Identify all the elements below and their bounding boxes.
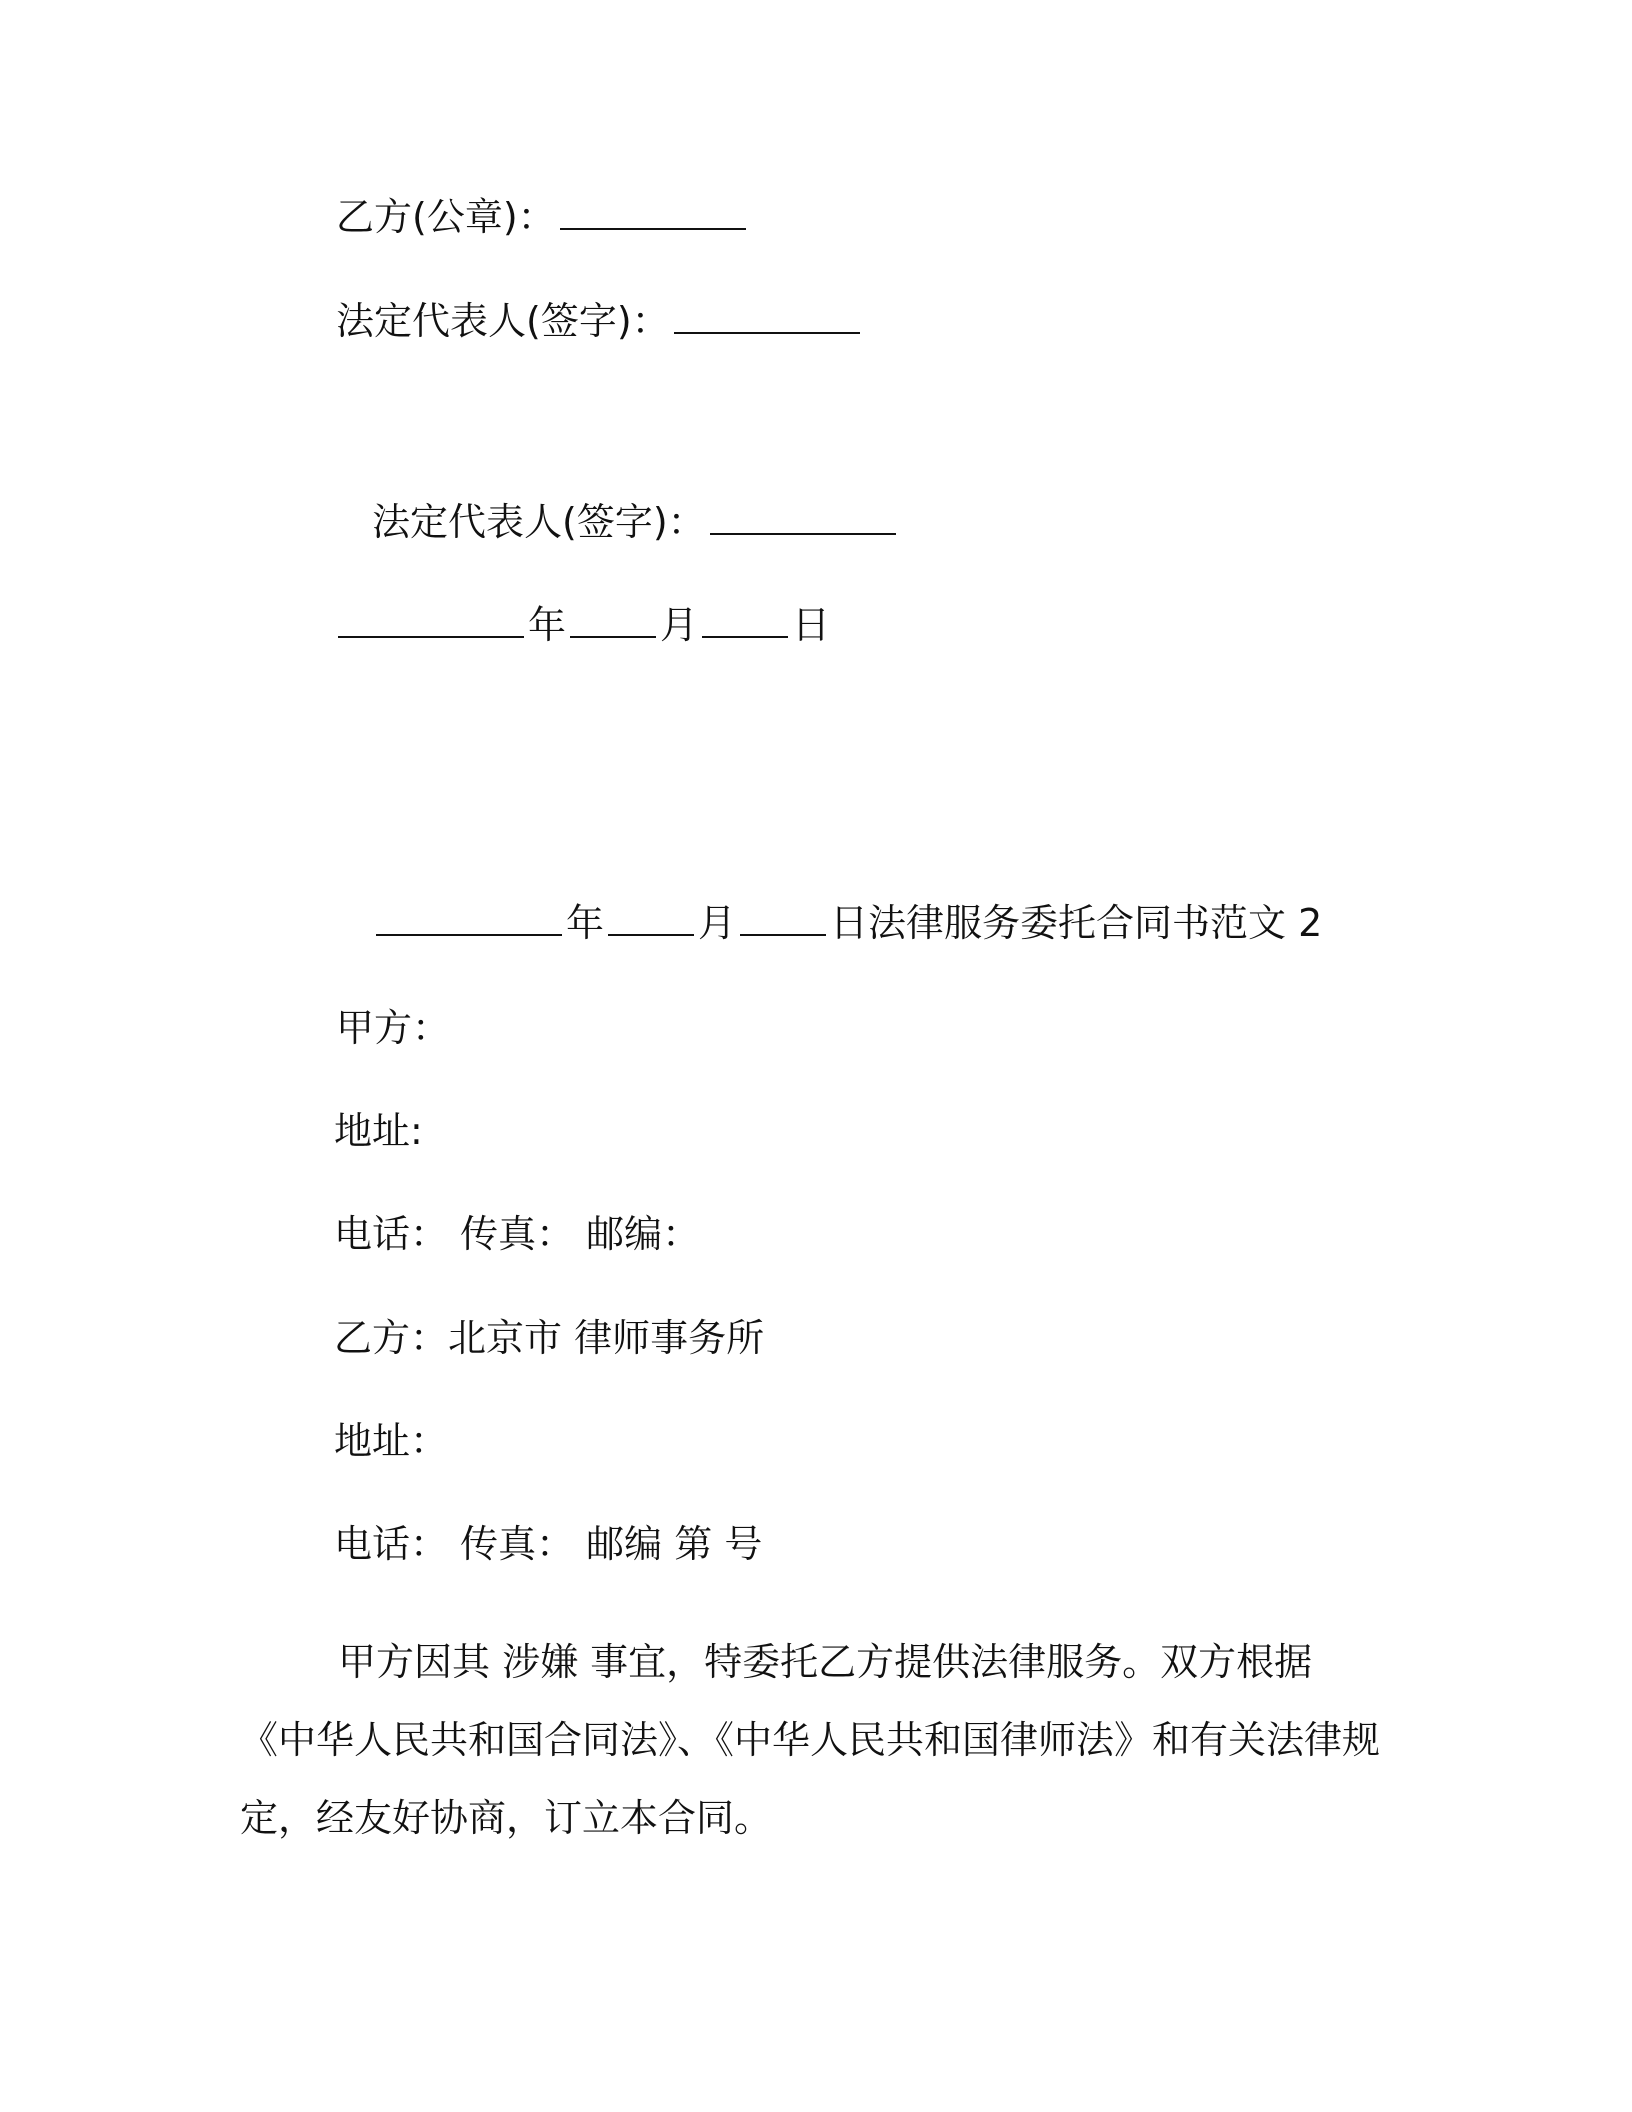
party-b-name: 乙方：北京市 律师事务所	[334, 1316, 765, 1360]
contract-title	[372, 898, 1322, 948]
title-month-label: 月	[698, 901, 737, 945]
legal-rep-label-2: 法定代表人(签字)：	[372, 500, 706, 544]
legal-rep-label-1: 法定代表人(签字)：	[336, 299, 670, 343]
legal-rep-blank-1	[674, 302, 860, 334]
legal-rep-line-1	[336, 296, 864, 346]
date-day-label: 日	[792, 603, 831, 647]
party-b-seal-line	[336, 192, 750, 242]
date-month-label: 月	[660, 603, 699, 647]
title-day-blank	[740, 904, 826, 936]
party-b-seal-blank	[560, 198, 746, 230]
date-year-label: 年	[528, 603, 567, 647]
date-day-blank	[702, 606, 788, 638]
title-year-label: 年	[566, 901, 605, 945]
party-b-contact: 电话： 传真： 邮编 第 号	[334, 1522, 763, 1566]
intro-paragraph: 甲方因其 涉嫌 事宜，特委托乙方提供法律服务。双方根据《中华人民共和国合同法》、《中华人民共和国律师法》和有关法律规定，经友好协商，订立本合同。	[240, 1640, 1381, 1840]
legal-rep-blank-2	[710, 503, 896, 535]
date-month-blank	[570, 606, 656, 638]
party-a-label: 甲方：	[336, 1006, 451, 1050]
title-rest: 日法律服务委托合同书范文 2	[830, 901, 1323, 945]
legal-rep-line-2	[372, 497, 900, 547]
party-b-address: 地址：	[334, 1419, 449, 1463]
party-b-seal-label: 乙方(公章)：	[336, 195, 556, 239]
party-a-address: 地址:	[334, 1109, 423, 1153]
signature-date-line	[334, 600, 830, 650]
date-year-blank	[338, 606, 524, 638]
party-a-contact: 电话： 传真： 邮编：	[334, 1212, 701, 1256]
title-year-blank	[376, 904, 562, 936]
title-month-blank	[608, 904, 694, 936]
